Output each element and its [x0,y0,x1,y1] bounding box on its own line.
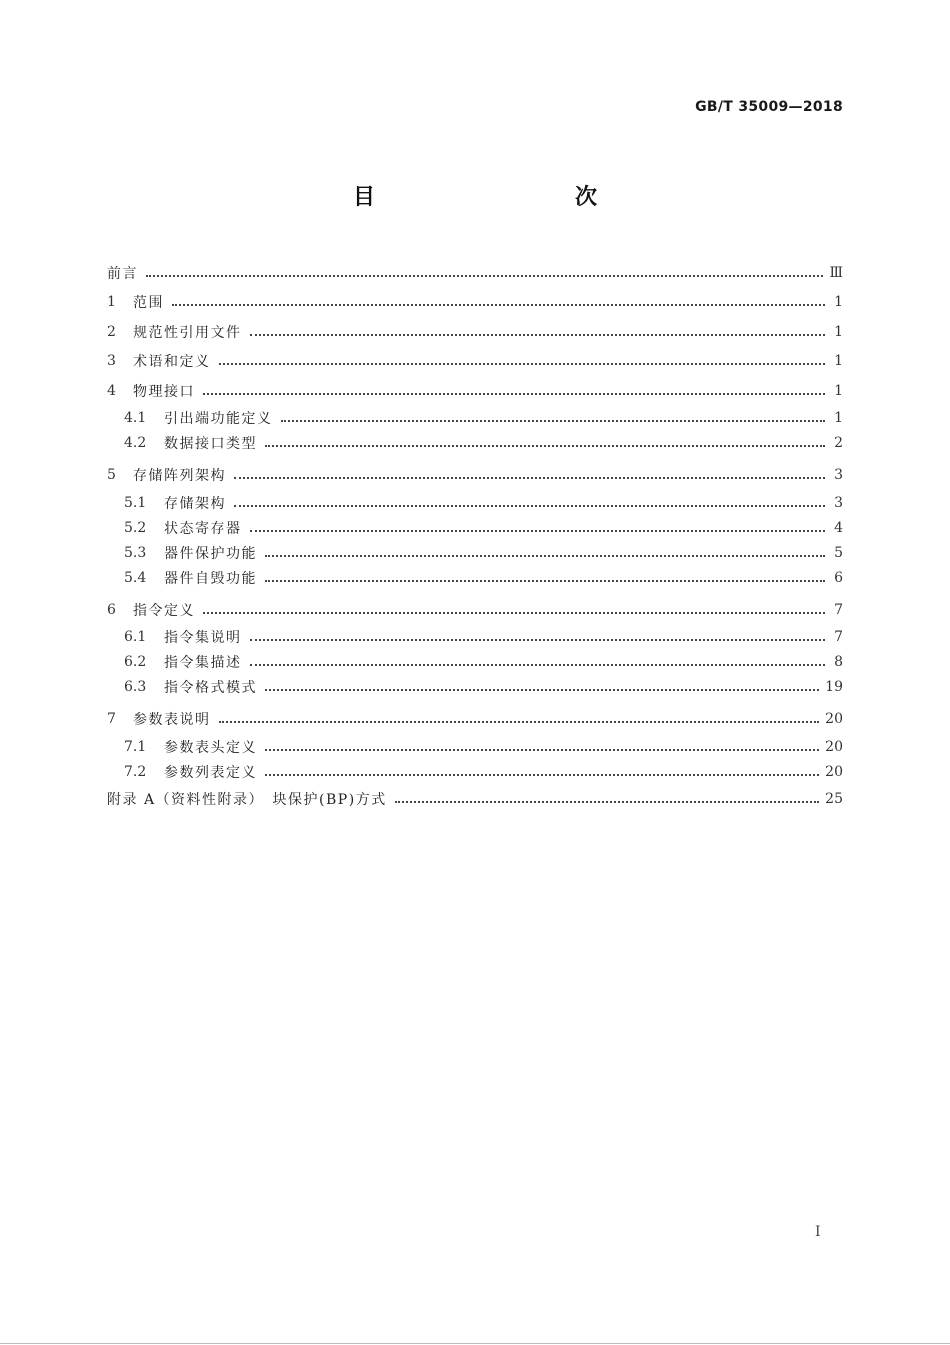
toc-entry-number: 6.1 [124,629,147,645]
toc-entry-label: 状态寄存器 [164,520,242,537]
toc-leader-dots [281,420,826,422]
toc-entry-label: 存储阵列架构 [133,468,226,485]
toc-entry-label: 参数表说明 [133,712,211,729]
toc-entry-page: 19 [825,679,843,695]
toc-entry-label: 引出端功能定义 [164,411,273,427]
toc-entry-page: 3 [834,494,843,511]
toc-entry-label: 指令格式模式 [164,680,257,696]
toc-entry-page: 5 [834,544,843,561]
standard-code: GB/T 35009—2018 [695,99,843,115]
toc-leader-dots [203,393,825,395]
toc-entry-page: 3 [834,467,843,484]
toc-entry-label: 指令集描述 [164,655,242,671]
toc-leader-dots [219,363,826,365]
toc-entry-4[interactable] [107,376,843,406]
toc-leader-dots [250,639,826,641]
toc-leader-dots [265,555,825,557]
toc-leader-dots [395,801,819,803]
toc-leader-dots [265,445,825,447]
toc-leader-dots [250,334,826,336]
toc-entry-label: 指令集说明 [164,630,242,646]
toc-entry-number: 4 [107,382,116,399]
toc-leader-dots [265,689,819,691]
toc-entry-page: 20 [825,763,843,780]
toc-entry-label: 物理接口 [133,383,195,400]
toc-entry-label: 器件保护功能 [164,545,257,562]
toc-entry-page: Ⅲ [829,264,843,281]
toc-entry-page: 20 [825,711,843,728]
toc-entry-page: 6 [834,569,843,586]
toc-entry-5-3[interactable] [107,540,843,565]
toc-entry-2[interactable] [107,317,843,347]
toc-leader-dots [203,612,825,614]
toc-entry-number: 4.2 [124,435,147,451]
page-number: I [815,1224,821,1240]
toc-entry-page: 1 [834,294,843,311]
toc-entry-label: 器件自毁功能 [164,570,257,587]
toc-entry-6-2[interactable] [107,650,843,675]
toc-entry-5[interactable] [107,461,843,491]
toc-entry-label: 范围 [133,295,164,312]
toc-entry-label: 规范性引用文件 [133,324,242,341]
toc-entry-number: 1 [107,294,116,311]
toc-entry-page: 1 [834,353,843,370]
toc-entry-number: 5.1 [124,494,147,511]
toc-leader-dots [265,774,819,776]
toc-leader-dots [250,664,826,666]
toc-leader-dots [234,505,825,507]
toc-entry-page: 25 [825,790,843,807]
toc-entry-4-1[interactable] [107,406,843,431]
toc-entry-1[interactable] [107,288,843,318]
toc-entry-5-2[interactable] [107,515,843,540]
toc-entry-label: 附录 A（资料性附录） 块保护(BP)方式 [107,791,387,808]
toc-entry-number: 5.4 [124,569,147,586]
toc-entry-number: 3 [107,353,116,370]
toc-leader-dots [265,580,825,582]
table-of-contents [107,258,843,814]
toc-entry-6-3[interactable] [107,675,843,700]
toc-entry-label: 数据接口类型 [164,436,257,452]
toc-entry-7[interactable] [107,705,843,735]
toc-entry-6[interactable] [107,595,843,625]
toc-entry-annex-a[interactable] [107,784,843,814]
toc-entry-number: 5.2 [124,519,147,536]
toc-entry-6-1[interactable] [107,625,843,650]
toc-entry-foreword[interactable] [107,258,843,288]
toc-leader-dots [219,721,820,723]
toc-entry-page: 20 [825,738,843,755]
toc-entry-number: 6.3 [124,679,147,695]
toc-entry-page: 2 [834,435,843,451]
toc-leader-dots [234,477,825,479]
toc-entry-label: 参数表头定义 [164,739,257,756]
toc-entry-number: 5 [107,467,116,484]
toc-entry-number: 5.3 [124,544,147,561]
toc-entry-page: 7 [834,629,843,645]
toc-leader-dots [265,749,819,751]
toc-entry-5-4[interactable] [107,565,843,590]
toc-entry-5-1[interactable] [107,490,843,515]
toc-entry-page: 7 [834,601,843,618]
toc-entry-number: 4.1 [124,410,147,426]
toc-entry-number: 6.2 [124,654,147,670]
toc-entry-number: 7 [107,711,116,728]
toc-leader-dots [146,275,823,277]
toc-entry-3[interactable] [107,347,843,377]
toc-entry-page: 8 [834,654,843,670]
toc-leader-dots [250,530,826,532]
toc-entry-7-1[interactable] [107,734,843,759]
toc-entry-number: 7.2 [124,763,147,780]
toc-entry-label: 参数列表定义 [164,764,257,781]
page-bottom-divider [0,1343,950,1344]
toc-entry-7-2[interactable] [107,759,843,784]
toc-leader-dots [172,304,825,306]
toc-entry-4-2[interactable] [107,431,843,456]
toc-entry-number: 2 [107,323,116,340]
toc-entry-page: 1 [834,323,843,340]
toc-entry-label: 术语和定义 [133,354,211,371]
toc-entry-label: 前言 [107,265,138,282]
page-title: 目 次 [352,185,649,210]
toc-entry-label: 指令定义 [133,602,195,619]
toc-entry-number: 6 [107,601,116,618]
toc-entry-page: 4 [834,519,843,536]
toc-entry-label: 存储架构 [164,495,226,512]
toc-entry-page: 1 [834,410,843,426]
toc-entry-page: 1 [834,382,843,399]
toc-entry-number: 7.1 [124,738,147,755]
